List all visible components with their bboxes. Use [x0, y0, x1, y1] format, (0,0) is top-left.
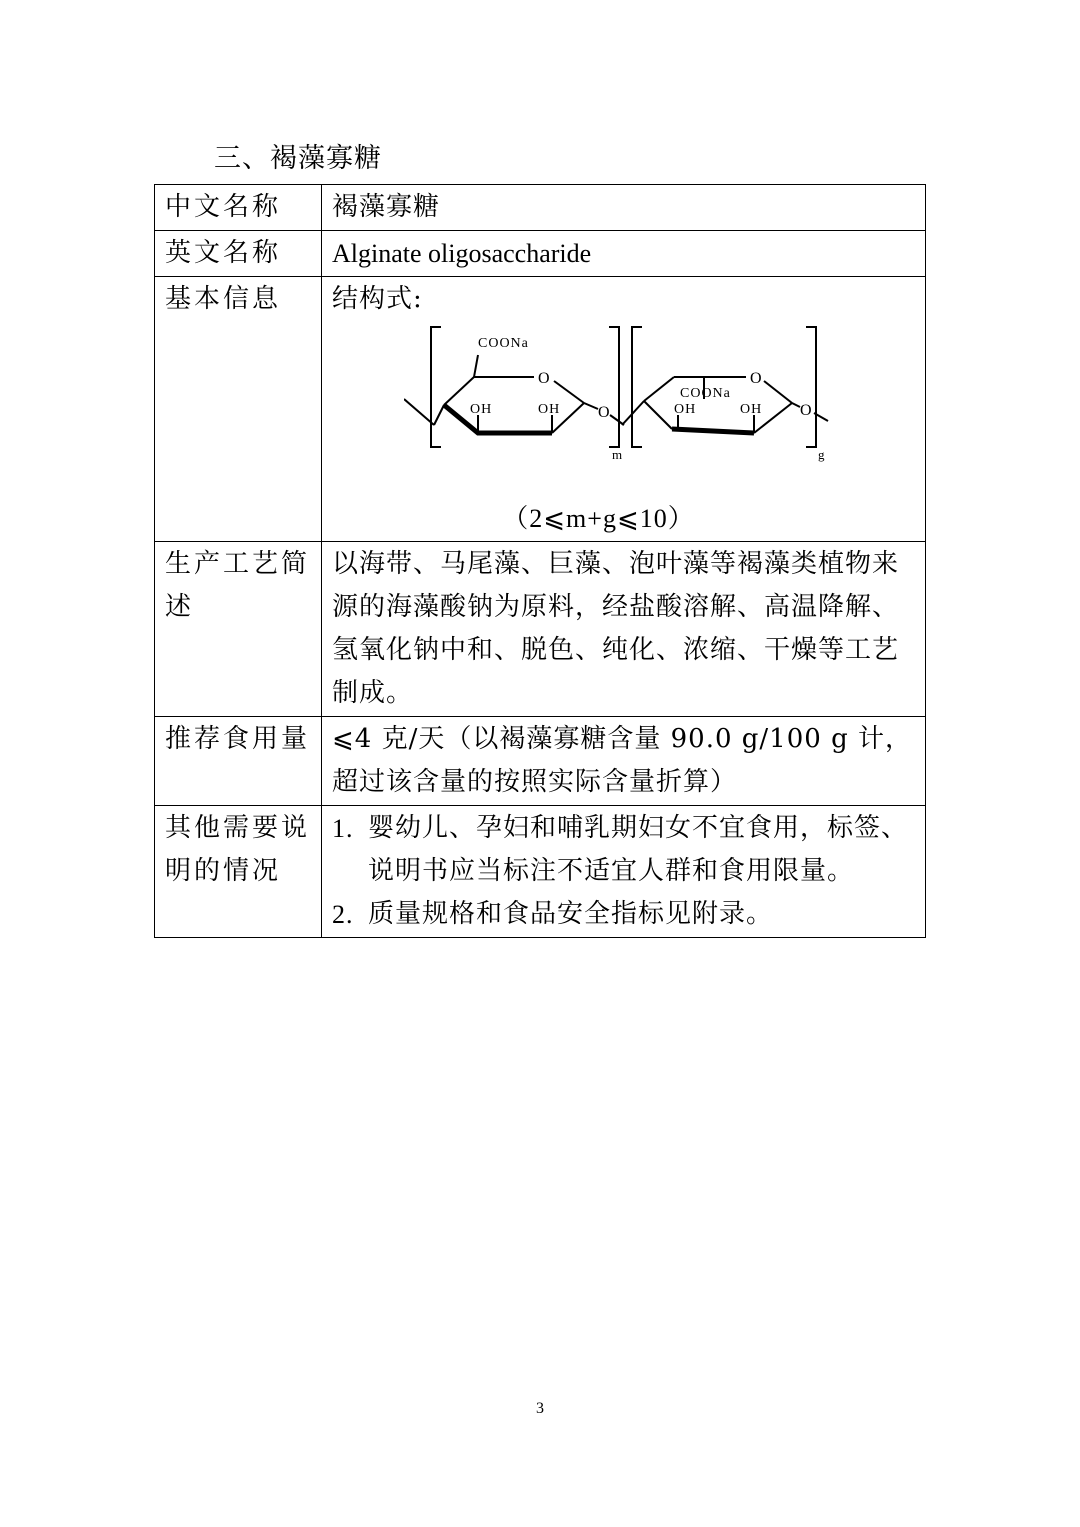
spec-table [154, 184, 926, 938]
link-oxygen-1: O [598, 404, 611, 421]
other-value [322, 806, 926, 938]
table-row-dosage [155, 717, 926, 806]
unit2-group: COONa [680, 386, 731, 401]
structure-label: 结构式: [332, 284, 423, 314]
unit2-hydroxyl-b: OH [740, 402, 763, 417]
structure-constraint: （2⩽m+g⩽10） [502, 504, 695, 533]
table-row-en-name [155, 231, 926, 277]
unit2-hydroxyl-a: OH [674, 402, 697, 417]
page-number: 3 [536, 1400, 544, 1417]
table-row-cn-name [155, 185, 926, 231]
other-label: 其他需要说明的情况 [155, 806, 322, 938]
process-value: 以海带、马尾藻、巨藻、泡叶藻等褐藻类植物来源的海藻酸钠为原料，经盐酸溶解、高温降解、氢氧化钠中和、脱色、纯化、浓缩、干燥等工艺制成。 [322, 542, 926, 717]
unit2-ring-oxygen: O [750, 370, 763, 387]
link-oxygen-2: O [800, 402, 813, 419]
note-number: 2. [332, 900, 354, 929]
unit1-ring-oxygen: O [538, 370, 551, 387]
en-name-label: 英文名称 [155, 231, 322, 277]
notes-list [332, 807, 925, 936]
unit1-group: COONa [478, 336, 529, 351]
en-name-value: Alginate oligosaccharide [322, 231, 926, 277]
note-text: 质量规格和食品安全指标见附录。 [368, 899, 774, 929]
unit1-hydroxyl-b: OH [538, 402, 561, 417]
dosage-label: 推荐食用量 [155, 717, 322, 806]
table-row-other [155, 806, 926, 938]
structure-formula [332, 321, 925, 501]
list-item [332, 893, 925, 936]
list-item [332, 807, 925, 893]
process-label: 生产工艺简述 [155, 542, 322, 717]
cn-name-value: 褐藻寡糖 [322, 185, 926, 231]
cn-name-label: 中文名称 [155, 185, 322, 231]
section-title: 三、褐藻寡糖 [214, 143, 382, 174]
note-text: 婴幼儿、孕妇和哺乳期妇女不宜食用，标签、说明书应当标注不适宜人群和食用限量。 [368, 813, 909, 886]
basic-info-label: 基本信息 [155, 277, 322, 542]
structure-diagram [404, 325, 844, 463]
unit1-hydroxyl-a: OH [470, 402, 493, 417]
basic-info-value [322, 277, 926, 542]
table-row-process [155, 542, 926, 717]
dosage-value: ⩽4 克/天（以褐藻寡糖含量 90.0 g/100 g 计，超过该含量的按照实际含量折算） [322, 717, 926, 806]
subscript-g: g [818, 447, 826, 462]
table-row-basic-info [155, 277, 926, 542]
note-number: 1. [332, 814, 354, 843]
subscript-m: m [612, 447, 624, 462]
